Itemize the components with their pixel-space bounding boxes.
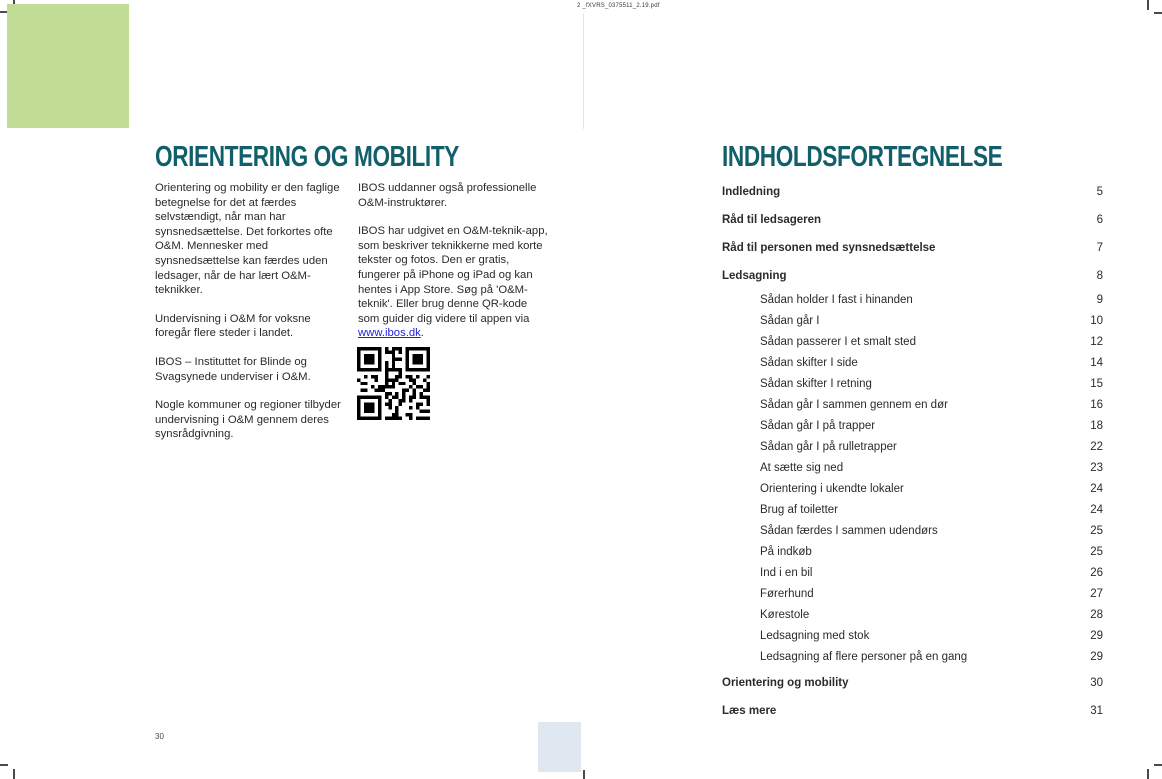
toc-entry-label: Sådan skifter I side <box>760 357 858 369</box>
toc-entry-label: Ledsagning med stok <box>760 630 870 642</box>
toc-entry <box>722 399 1103 420</box>
toc-entry-label: At sætte sig ned <box>760 462 844 474</box>
toc-entry <box>722 214 1103 242</box>
toc-entry-label: Sådan går I på rulletrapper <box>760 441 897 453</box>
pdf-filename: 2 _fXVRS_0375511_2.19.pdf <box>577 3 660 9</box>
crop-mark-bottom-center-v <box>583 770 585 779</box>
toc-entry <box>722 504 1103 525</box>
toc-entry <box>722 186 1103 214</box>
paragraph-text: IBOS har udgivet en O&M-teknik-app, som beskriver teknikkerne med korte tekster og fotos. Den er gratis, fungerer på iPhone og iPad og kan hentes i App Store. Søg på 'O&M-teknik'. Eller brug denne QR-kode som guider dig videre til appen via <box>358 225 548 325</box>
toc-entry <box>722 357 1103 378</box>
left-page-body <box>155 181 551 456</box>
crop-mark-top-right-v <box>1147 0 1149 10</box>
toc-entry-page: 7 <box>1096 242 1103 254</box>
paragraph: Undervisning i O&M for voksne foregår flere steder i landet. <box>155 312 311 340</box>
toc-entry-label: Orientering i ukendte lokaler <box>760 483 904 495</box>
paragraph: IBOS uddanner også professionelle O&M-instruktører. <box>358 182 537 209</box>
toc-entry <box>722 525 1103 546</box>
qr-code-icon <box>357 347 430 420</box>
toc-entry-label: Førerhund <box>760 588 814 600</box>
body-column-1 <box>155 181 348 456</box>
toc-entry-label: Brug af toiletter <box>760 504 838 516</box>
blue-accent-square <box>538 722 581 772</box>
toc-entry <box>722 378 1103 399</box>
toc-entry-page: 12 <box>1090 336 1103 348</box>
toc-entry-page: 28 <box>1090 609 1103 621</box>
crop-mark-top-right-h <box>1154 12 1162 14</box>
paragraph: IBOS – Instituttet for Blinde og Svagsynede underviser i O&M. <box>155 355 311 383</box>
paragraph: Nogle kommuner og regioner tilbyder undervisning i O&M gennem deres synsrådgivning. <box>155 399 341 441</box>
toc-list <box>722 186 1103 733</box>
toc-entry-label: Ledsagning af flere personer på en gang <box>760 651 968 663</box>
toc-entry-page: 9 <box>1096 294 1103 306</box>
toc-entry-page: 29 <box>1090 630 1103 642</box>
ibos-website-link[interactable]: www.ibos.dk <box>358 327 421 340</box>
toc-entry-page: 23 <box>1090 462 1103 474</box>
toc-entry-label: Ind i en bil <box>760 567 813 579</box>
toc-entry-label: Ledsagning <box>722 270 787 282</box>
page-fold-line <box>583 13 584 129</box>
toc-entry-page: 30 <box>1090 677 1103 689</box>
toc-entry <box>722 336 1103 357</box>
toc-entry <box>722 546 1103 567</box>
crop-mark-bottom-left-v <box>13 769 15 779</box>
toc-entry-page: 24 <box>1090 504 1103 516</box>
toc-entry <box>722 462 1103 483</box>
toc-entry <box>722 677 1103 705</box>
toc-entry-label: På indkøb <box>760 546 812 558</box>
toc-entry <box>722 420 1103 441</box>
toc-entry-label: Læs mere <box>722 705 777 717</box>
toc-entry-label: Råd til personen med synsnedsættelse <box>722 242 936 254</box>
left-page-title: ORIENTERING OG MOBILITY <box>155 141 459 174</box>
toc-entry-label: Sådan går I <box>760 315 820 327</box>
toc-entry <box>722 705 1103 733</box>
toc-entry-page: 25 <box>1090 546 1103 558</box>
toc-entry-label: Sådan skifter I retning <box>760 378 872 390</box>
toc-entry-label: Sådan går I sammen gennem en dør <box>760 399 948 411</box>
toc-entry-page: 24 <box>1090 483 1103 495</box>
toc-entry-label: Råd til ledsageren <box>722 214 822 226</box>
toc-entry-page: 31 <box>1090 705 1103 717</box>
toc-entry <box>722 609 1103 630</box>
toc-entry-label: Kørestole <box>760 609 810 621</box>
toc-entry-label: Orientering og mobility <box>722 677 849 689</box>
paragraph: Orientering og mobility er den faglige betegnelse for det at færdes selvstændigt, når man har synsnedsættelse. Det forkortes ofte O&M. Mennesker med synsnedsættelse kan færdes uden ledsager, når de har lært O&M-teknikker. <box>155 182 340 297</box>
toc-entry <box>722 483 1103 504</box>
toc-entry-page: 18 <box>1090 420 1103 432</box>
toc-entry <box>722 315 1103 336</box>
toc-entry-label: Sådan færdes I sammen udendørs <box>760 525 938 537</box>
toc-entry-label: Sådan holder I fast i hinanden <box>760 294 913 306</box>
toc-title: INDHOLDSFORTEGNELSE <box>722 141 1003 174</box>
toc-entry-label: Indledning <box>722 186 781 198</box>
toc-entry <box>722 294 1103 315</box>
crop-mark-bottom-left-h <box>0 764 8 766</box>
crop-mark-bottom-right-h <box>1154 764 1162 766</box>
toc-entry <box>722 651 1103 672</box>
left-page-number: 30 <box>155 732 164 741</box>
green-accent-square <box>7 4 129 128</box>
toc-entry <box>722 588 1103 609</box>
toc-entry-page: 15 <box>1090 378 1103 390</box>
toc-entry-page: 27 <box>1090 588 1103 600</box>
toc-entry-page: 22 <box>1090 441 1103 453</box>
toc-entry <box>722 242 1103 270</box>
paragraph <box>358 224 551 341</box>
toc-entry-page: 8 <box>1096 270 1103 282</box>
toc-entry <box>722 630 1103 651</box>
toc-entry-page: 26 <box>1090 567 1103 579</box>
toc-entry-label: Sådan passerer I et smalt sted <box>760 336 916 348</box>
toc-entry-label: Sådan går I på trapper <box>760 420 876 432</box>
toc-entry-page: 5 <box>1096 186 1103 198</box>
toc-entry-page: 6 <box>1096 214 1103 226</box>
toc-entry-page: 29 <box>1090 651 1103 663</box>
crop-mark-bottom-right-v <box>1147 769 1149 779</box>
toc-entry-page: 25 <box>1090 525 1103 537</box>
toc-entry <box>722 567 1103 588</box>
toc-entry-page: 10 <box>1090 315 1103 327</box>
toc-entry-page: 16 <box>1090 399 1103 411</box>
toc-entry <box>722 441 1103 462</box>
paragraph-text: . <box>420 327 424 340</box>
toc-entry-page: 14 <box>1090 357 1103 369</box>
